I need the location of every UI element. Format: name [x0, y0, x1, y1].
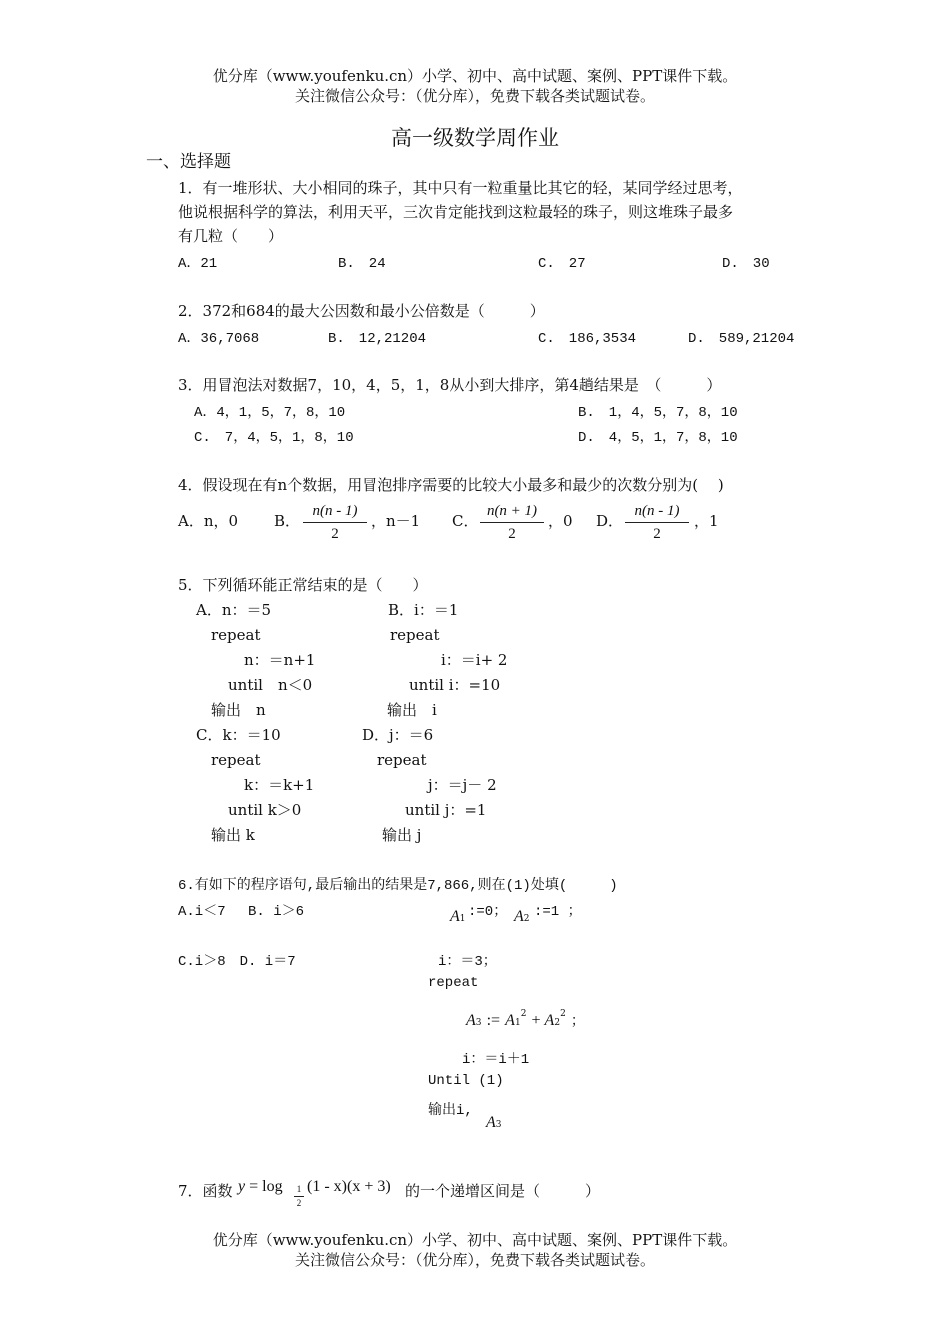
header-line-1: 优分库（www.youfenku.cn）小学、初中、高中试题、案例、PPT课件下载。	[212, 67, 738, 85]
q4-d-numerator: n(n - 1)	[634, 503, 680, 519]
q3-stem: 3．用冒泡法对数据7，10，4，5，1，8从小到大排序，第4趟结果是 （ ）	[178, 376, 722, 394]
q5-c-line-4: until k＞0	[228, 801, 302, 819]
q5-a-line-1: A．n：＝5	[196, 601, 272, 619]
q1-line-3: 有几粒（ ）	[178, 227, 284, 245]
q4-option-b-label: B．	[274, 512, 301, 530]
fraction-bar	[480, 522, 544, 523]
fraction-bar	[303, 522, 367, 523]
q2-option-b: B. 12,21204	[328, 331, 427, 347]
q6-init-a1: :=0；	[468, 904, 508, 920]
q6-output: 输出i,	[428, 1103, 473, 1119]
q3-option-d: D. 4，5，1，7，8，10	[578, 430, 738, 446]
q5-a-line-4: until n＜0	[228, 676, 313, 694]
q5-b-line-2: repeat	[390, 626, 440, 644]
q5-d-line-3: j：＝j－ 2	[428, 776, 497, 794]
q6-init-a2: :=1 ；	[534, 904, 582, 920]
q4-option-d-tail: ，1	[694, 512, 719, 530]
q1-line-2: 他说根据科学的算法，利用天平，三次肯定能找到这粒最轻的珠子，则这堆珠子最多	[178, 203, 734, 221]
fraction-bar	[625, 522, 689, 523]
q7-label: 7．函数	[178, 1182, 233, 1200]
q6-var-a3: A3	[486, 1114, 502, 1131]
q4-option-d-label: D．	[596, 512, 624, 530]
q1-option-b: B. 24	[338, 256, 386, 272]
q4-option-c-tail: ，0	[548, 512, 573, 530]
q1-line-1: 1．有一堆形状、大小相同的珠子，其中只有一粒重量比其它的轻，某同学经过思考，	[178, 179, 743, 197]
q7-formula-argument: (1 - x)(x + 3)	[307, 1178, 391, 1195]
q4-option-c-label: C．	[452, 512, 479, 530]
page-title: 高一级数学周作业	[391, 126, 559, 150]
q4-option-b-tail: ，n－1	[371, 512, 421, 530]
q1-option-a: A．21	[178, 256, 218, 272]
section-heading: 一、选择题	[146, 152, 231, 172]
q6-init-i: i：＝3；	[438, 954, 497, 970]
q4-option-a: A．n，0	[178, 512, 239, 530]
q5-d-line-5: 输出 j	[382, 826, 422, 844]
q6-until: Until (1)	[428, 1073, 504, 1089]
q5-stem: 5．下列循环能正常结束的是（ ）	[178, 576, 428, 594]
q4-stem: 4．假设现在有n个数据，用冒泡排序需要的比较大小最多和最少的次数分别为( )	[178, 476, 724, 494]
q5-a-line-2: repeat	[211, 626, 261, 644]
q7-log-base-num: 1	[296, 1184, 302, 1194]
q5-c-line-1: C．k：＝10	[196, 726, 281, 744]
q5-d-line-1: D．j：＝6	[362, 726, 434, 744]
q6-increment: i：＝i＋1	[462, 1052, 530, 1068]
q5-c-line-5: 输出 k	[211, 826, 255, 844]
q6-options-row-2: C.i＞8 D. i＝7	[178, 954, 296, 970]
q4-option-c-fraction	[480, 502, 544, 543]
q6-stem: 6.有如下的程序语句,最后输出的结果是7,866,则在(1)处填( )	[178, 878, 618, 894]
q5-b-line-4: until i：=10	[409, 676, 501, 694]
q4-c-numerator: n(n + 1)	[486, 503, 538, 519]
q1-option-c: C. 27	[538, 256, 586, 272]
q6-repeat: repeat	[428, 975, 479, 991]
q7-tail: 的一个递增区间是（ ）	[405, 1182, 601, 1200]
q4-b-denominator: 2	[331, 526, 339, 542]
q7-log-base	[294, 1184, 304, 1209]
q2-option-a: A．36,7068	[178, 331, 260, 347]
q5-a-line-5: 输出 n	[211, 701, 266, 719]
header-line-2: 关注微信公众号：（优分库），免费下载各类试题试卷。	[294, 87, 655, 105]
q3-option-a: A．4，1，5，7，8，10	[194, 405, 346, 421]
fraction-bar	[294, 1196, 304, 1197]
q5-d-line-2: repeat	[377, 751, 427, 769]
footer-line-2: 关注微信公众号：（优分库），免费下载各类试题试卷。	[294, 1251, 655, 1269]
q4-option-b-fraction	[303, 502, 367, 543]
q5-d-line-4: until j：=1	[405, 801, 487, 819]
q4-c-denominator: 2	[508, 526, 516, 542]
q6-var-a1: A1	[450, 908, 466, 925]
q4-d-denominator: 2	[653, 526, 661, 542]
q3-option-c: C. 7，4，5，1，8，10	[194, 430, 354, 446]
footer-line-1: 优分库（www.youfenku.cn）小学、初中、高中试题、案例、PPT课件下载。	[212, 1231, 738, 1249]
q2-option-c: C. 186,3534	[538, 331, 637, 347]
q2-option-d: D. 589,21204	[688, 331, 795, 347]
q4-b-numerator: n(n - 1)	[312, 503, 358, 519]
q5-b-line-3: i：＝i+ 2	[441, 651, 508, 669]
q3-option-b: B. 1，4，5，7，8，10	[578, 405, 738, 421]
q4-option-d-fraction	[625, 502, 689, 543]
q5-c-line-2: repeat	[211, 751, 261, 769]
q5-a-line-3: n：＝n+1	[244, 651, 316, 669]
q5-b-line-1: B．i：＝1	[388, 601, 459, 619]
q7-log-base-den: 2	[296, 1198, 302, 1208]
q6-var-a2: A2	[514, 908, 530, 925]
q1-option-d: D. 30	[722, 256, 770, 272]
q6-assign-line: A3 := $A1^2 + A2^2$ ；	[466, 1009, 585, 1030]
q7-formula: y = log	[238, 1178, 283, 1195]
q2-stem: 2．372和684的最大公因数和最小公倍数是（ ）	[178, 302, 545, 320]
q5-c-line-3: k：＝k+1	[244, 776, 315, 794]
q5-b-line-5: 输出 i	[387, 701, 437, 719]
q6-options-row-1: A.i＜7 B. i＞6	[178, 904, 305, 920]
